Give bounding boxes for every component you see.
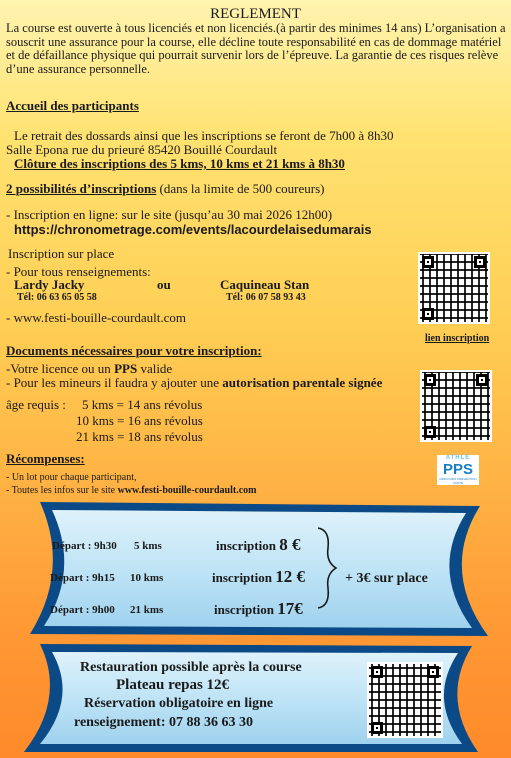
contact1-tel: Tél: 06 63 65 05 58 [17, 292, 97, 303]
recompenses-heading: Récompenses: [6, 451, 85, 466]
resto-line3: Réservation obligatoire en ligne [84, 696, 274, 711]
race3-depart: Départ : 9h00 [50, 604, 115, 616]
recompenses-line1: - Un lot pour chaque participant, [6, 472, 137, 483]
registration-qr-code[interactable] [418, 252, 490, 324]
race3-distance: 21 kms [130, 604, 164, 616]
restauration-qr-code[interactable] [367, 662, 443, 738]
age-row-10k: 10 kms = 16 ans révolus [76, 413, 203, 428]
recompenses-line2: - Toutes les infos sur le site www.festi-bouille-courdault.com [6, 485, 257, 496]
or-label: ou [157, 277, 171, 292]
race1-distance: 5 kms [134, 540, 162, 552]
age-row-5k: 5 kms = 14 ans révolus [82, 397, 203, 412]
accueil-heading: Accueil des participants [6, 98, 139, 113]
accueil-line2: Salle Epona rue du prieuré 85420 Bouillé Courdault [6, 142, 278, 157]
intro-paragraph: La course est ouverte à tous licenciés et non licenciés.(à partir des minimes 14 ans) L’organisation a souscrit une assurance pour la course, elle décline toute responsabilité en cas de dommage matériel et de défaillance physique qui pourrait survenir lors de l’épreuve. La garantie de ces risques relève d’une assurance personnelle. [6, 21, 506, 76]
contact2-name: Caquineau Stan [220, 277, 310, 292]
age-label: âge requis : [6, 397, 66, 412]
race3-inscription: inscription 17€ [214, 599, 303, 618]
resto-line1: Restauration possible après la course [80, 660, 302, 675]
documents-line2: - Pour les mineurs il faudra y ajouter une autorisation parentale signée [6, 375, 383, 390]
race1-inscription: inscription 8 € [216, 535, 301, 554]
resto-line2: Plateau repas 12€ [116, 677, 230, 693]
page-title: REGLEMENT [210, 6, 301, 22]
documents-line1: -Votre licence ou un PPS valide [6, 361, 173, 376]
documents-heading: Documents nécessaires pour votre inscription: [6, 343, 262, 358]
online-line: - Inscription en ligne: sur le site (jusqu’au 30 mai 2026 12h00) [6, 207, 333, 222]
contact1-name: Lardy Jacky [14, 277, 85, 292]
website-line[interactable]: - www.festi-bouille-courdault.com [6, 310, 187, 325]
cloture-line: Clôture des inscriptions des 5 kms, 10 kms et 21 kms à 8h30 [14, 156, 345, 171]
contact2-tel: Tél: 06 07 58 93 43 [226, 292, 306, 303]
accueil-line1: Le retrait des dossards ainsi que les inscriptions se feront de 7h00 à 8h30 [14, 128, 394, 143]
inscriptions-limit: (dans la limite de 500 coureurs) [156, 181, 325, 196]
race2-inscription: inscription 12 € [212, 567, 305, 586]
race1-depart: Départ : 9h30 [52, 540, 117, 552]
pps-qr-code[interactable] [420, 370, 492, 442]
renseignements-line: - Pour tous renseignements: [6, 264, 151, 279]
surcharge-label: + 3€ sur place [345, 571, 428, 586]
pps-logo: ATHLÉ PPS PARCOURS PRÉVENTION SANTÉ [437, 455, 479, 485]
registration-url[interactable]: https://chronometrage.com/events/lacourdelaisedumarais [14, 222, 372, 237]
sur-place-line: Inscription sur place [8, 246, 115, 261]
race2-depart: Départ : 9h15 [50, 572, 115, 584]
race2-distance: 10 kms [130, 572, 164, 584]
inscriptions-heading: 2 possibilités d’inscriptions [6, 181, 157, 196]
age-row-21k: 21 kms = 18 ans révolus [76, 429, 203, 444]
resto-line4: renseignement: 07 88 36 63 30 [74, 715, 253, 730]
qr-link-label[interactable]: lien inscription [425, 333, 490, 344]
inscriptions-heading-row [6, 182, 325, 196]
